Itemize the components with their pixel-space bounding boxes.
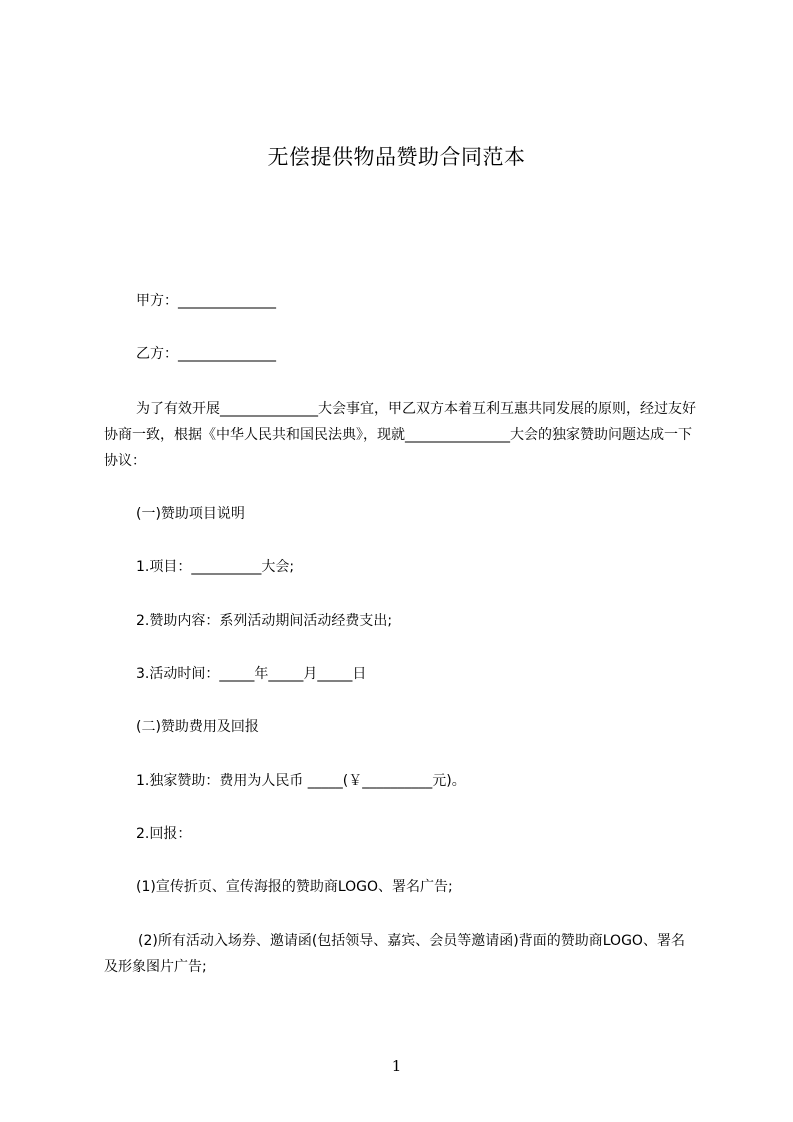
section1-item2: 2.赞助内容：系列活动期间活动经费支出; bbox=[136, 613, 393, 629]
document-title: 无偿提供物品赞助合同范本 bbox=[267, 145, 526, 169]
section2-item2: 2.回报： bbox=[136, 826, 192, 842]
preamble-paragraph: 为了有效开展______________大会事宜，甲乙双方本着互利互惠共同发展的原则，经过友好协商一致，根据《中华人民共和国民法典》，现就_______________大会的独家赞助问题达成一下协议： bbox=[104, 401, 696, 469]
page-number: 1 bbox=[391, 1057, 402, 1075]
section2-sub1: (1)宣传折页、宣传海报的赞助商LOGO、署名广告; bbox=[136, 879, 453, 895]
section2-heading: (二)赞助费用及回报 bbox=[136, 719, 259, 735]
party-a-line: 甲方：______________ bbox=[136, 293, 276, 309]
party-b-line: 乙方：______________ bbox=[136, 346, 276, 362]
section2-sub2: (2)所有活动入场券、邀请函(包括领导、嘉宾、会员等邀请函)背面的赞助商LOGO、署名及形象图片广告; bbox=[104, 933, 685, 975]
section1-item3: 3.活动时间：_____年_____月_____日 bbox=[136, 666, 367, 682]
section1-item1: 1.项目：__________大会; bbox=[136, 559, 295, 575]
section1-heading: (一)赞助项目说明 bbox=[136, 506, 245, 522]
section2-item1: 1.独家赞助：费用为人民币 _____(￥__________元)。 bbox=[136, 773, 466, 789]
